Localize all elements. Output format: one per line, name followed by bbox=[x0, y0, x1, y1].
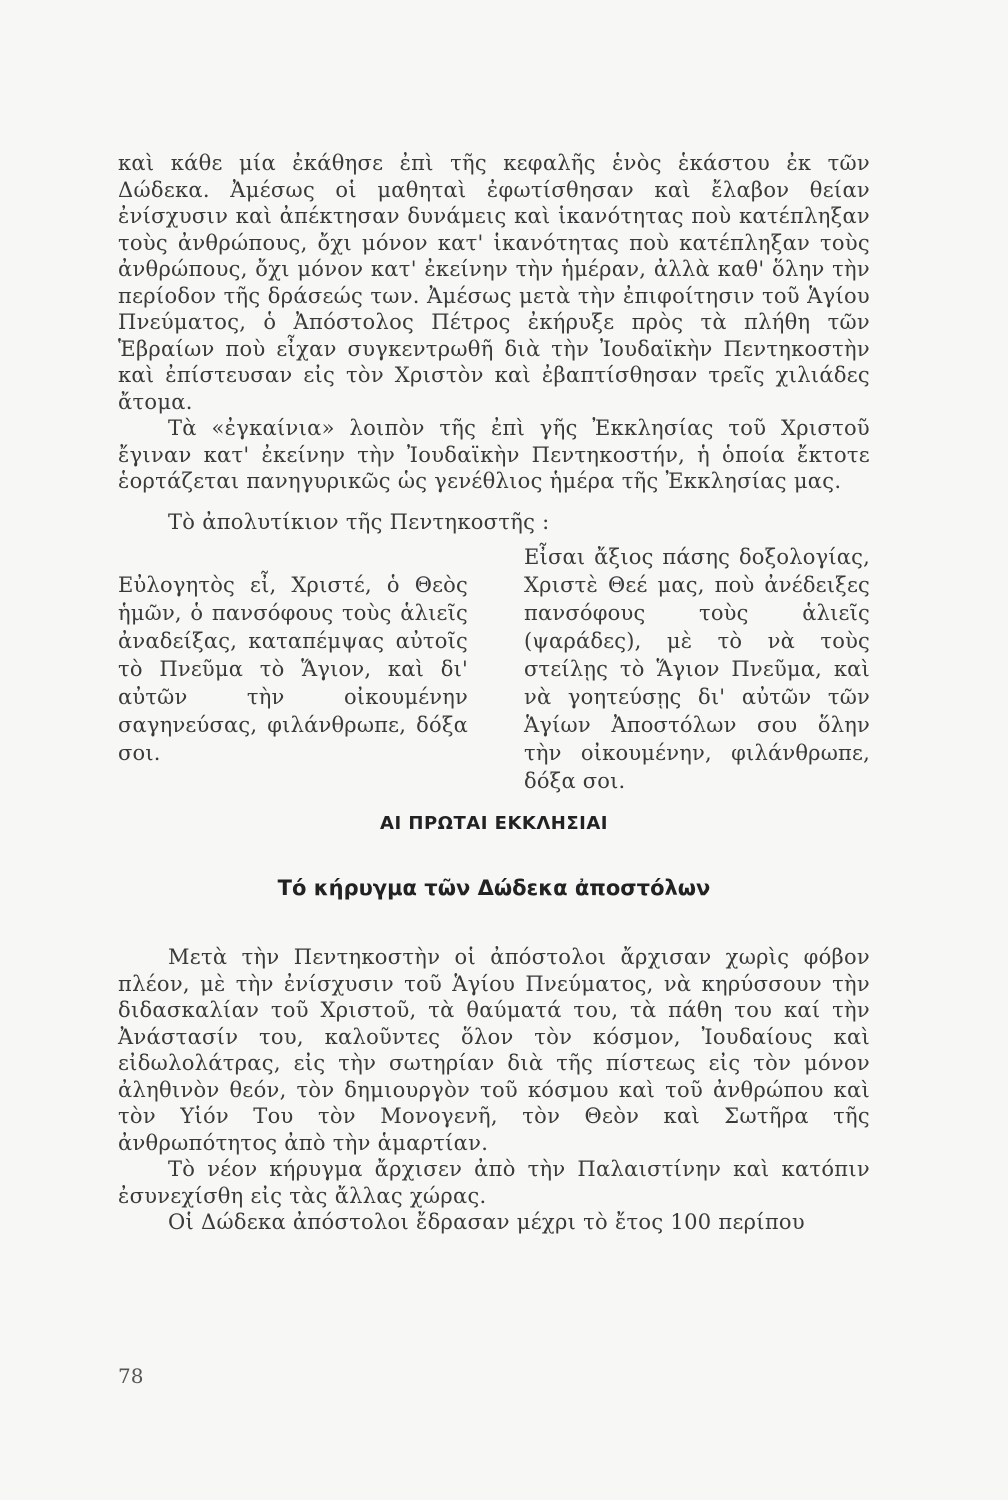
intro-paragraph: καὶ κάθε μία ἐκάθησε ἐπὶ τῆς κεφαλῆς ἑνὸς ἑκάστου ἐκ τῶν Δώδεκα. Ἀμέσως οἱ μαθηταὶ ἐφωτίσθησαν καὶ ἔλαβον θείαν ἐνίσχυσιν καὶ ἀπέκτησαν δυνάμεις καὶ ἱκανότητας ποὺ κατέπληξαν τοὺς ἀνθρώπους, ὄχι μόνον κατ' ἱκανότητας ποὺ κατέπληξαν τοὺς ἀνθρώπους, ὄχι μόνον κατ' ἐκείνην τὴν ἡμέραν, ἀλλὰ καθ' ὅλην τὴν περίοδον τῆς δράσεώς των. Ἀμέσως μετὰ τὴν ἐπιφοίτησιν τοῦ Ἁγίου Πνεύματος, ὁ Ἀπόστολος Πέτρος ἐκήρυξε πρὸς τὰ πλήθη τῶν Ἑβραίων ποὺ εἶχαν συγκεντρωθῆ διὰ τὴν Ἰουδαϊκὴν Πεντηκοστὴν καὶ ἐπίστευσαν εἰς τὸν Χριστὸν καὶ ἐβαπτίσθησαν τρεῖς χιλιάδες ἄτομα. bbox=[118, 151, 870, 414]
last-paragraph: Οἱ Δώδεκα ἀπόστολοι ἔδρασαν μέχρι τὸ ἔτος 100 περίπου bbox=[168, 1210, 805, 1234]
palestine-paragraph: Τὸ νέον κήρυγμα ἄρχισεν ἀπὸ τὴν Παλαιστίνην καὶ κατόπιν ἐσυνεχίσθη εἰς τὰς ἄλλας χώρας. bbox=[118, 1157, 870, 1208]
page-number: 78 bbox=[118, 1364, 144, 1388]
hymn-paraphrase-text: Εἶσαι ἄξιος πάσης δοξολογίας, Χριστὲ Θεέ μας, ποὺ ἀνέδειξες πανσόφους τοὺς ἁλιεῖς (ψαράδες), μὲ τὸ νὰ τοὺς στείλῃς τὸ Ἅγιον Πνεῦμα, καὶ νὰ γοητεύσῃς δι' αὐτῶν τῶν Ἁγίων Ἀποστόλων σου ὅλην τὴν οἰκουμένην, φιλάνθρωπε, δόξα σοι. bbox=[524, 545, 870, 793]
section-heading: ΑΙ ΠΡΩΤΑΙ ΕΚΚΛΗΣΙΑΙ bbox=[380, 813, 608, 834]
subsection-heading: Τό κήρυγμα τῶν Δώδεκα ἀποστόλων bbox=[277, 876, 711, 900]
page-body bbox=[118, 150, 870, 1236]
apolytikion-intro: Τὸ ἀπολυτίκιον τῆς Πεντηκοστῆς : bbox=[168, 509, 550, 534]
kerygma-paragraph: Μετὰ τὴν Πεντηκοστὴν οἱ ἀπόστολοι ἄρχισαν χωρὶς φόβον πλέον, μὲ τὴν ἐνίσχυσιν τοῦ Ἁγίου Πνεύματος, νὰ κηρύσσουν τὴν διδασκαλίαν τοῦ Χριστοῦ, τὰ θαύματά του, τὰ πάθη του καί τὴν Ἀνάστασίν του, καλοῦντες ὅλον τὸν κόσμον, Ἰουδαίους καὶ εἰδωλολάτρας, εἰς τὴν σωτηρίαν διὰ τῆς πίστεως εἰς τὸν μόνον ἀληθινὸν θεόν, τὸν δημιουργὸν τοῦ κόσμου καὶ τοῦ ἀνθρώπου καὶ τὸν Υἱόν Του τὸν Μονογενῆ, τὸν Θεὸν καὶ Σωτῆρα τῆς ἀνθρωπότητος ἀπὸ τὴν ἁμαρτίαν. bbox=[118, 945, 870, 1155]
hymn-columns bbox=[118, 543, 870, 791]
hymn-original-text: Εὐλογητὸς εἶ, Χριστέ, ὁ Θεὸς ἡμῶν, ὁ πανσόφους τοὺς ἁλιεῖς ἀναδείξας, καταπέμψας αὐτοῖς τὸ Πνεῦμα τὸ Ἅγιον, καὶ δι' αὐτῶν τὴν οἰκουμένην σαγηνεύσας, φιλάνθρωπε, δόξα σοι. bbox=[118, 573, 468, 765]
enkainia-paragraph: Τὰ «ἐγκαίνια» λοιπὸν τῆς ἐπὶ γῆς Ἐκκλησίας τοῦ Χριστοῦ ἔγιναν κατ' ἐκείνην τὴν Ἰουδαϊκὴν Πεντηκοστήν, ἡ ὁποία ἔκτοτε ἑορτάζεται πανηγυρικῶς ὡς γενέθλιος ἡμέρα τῆς Ἐκκλησίας μας. bbox=[118, 416, 870, 493]
